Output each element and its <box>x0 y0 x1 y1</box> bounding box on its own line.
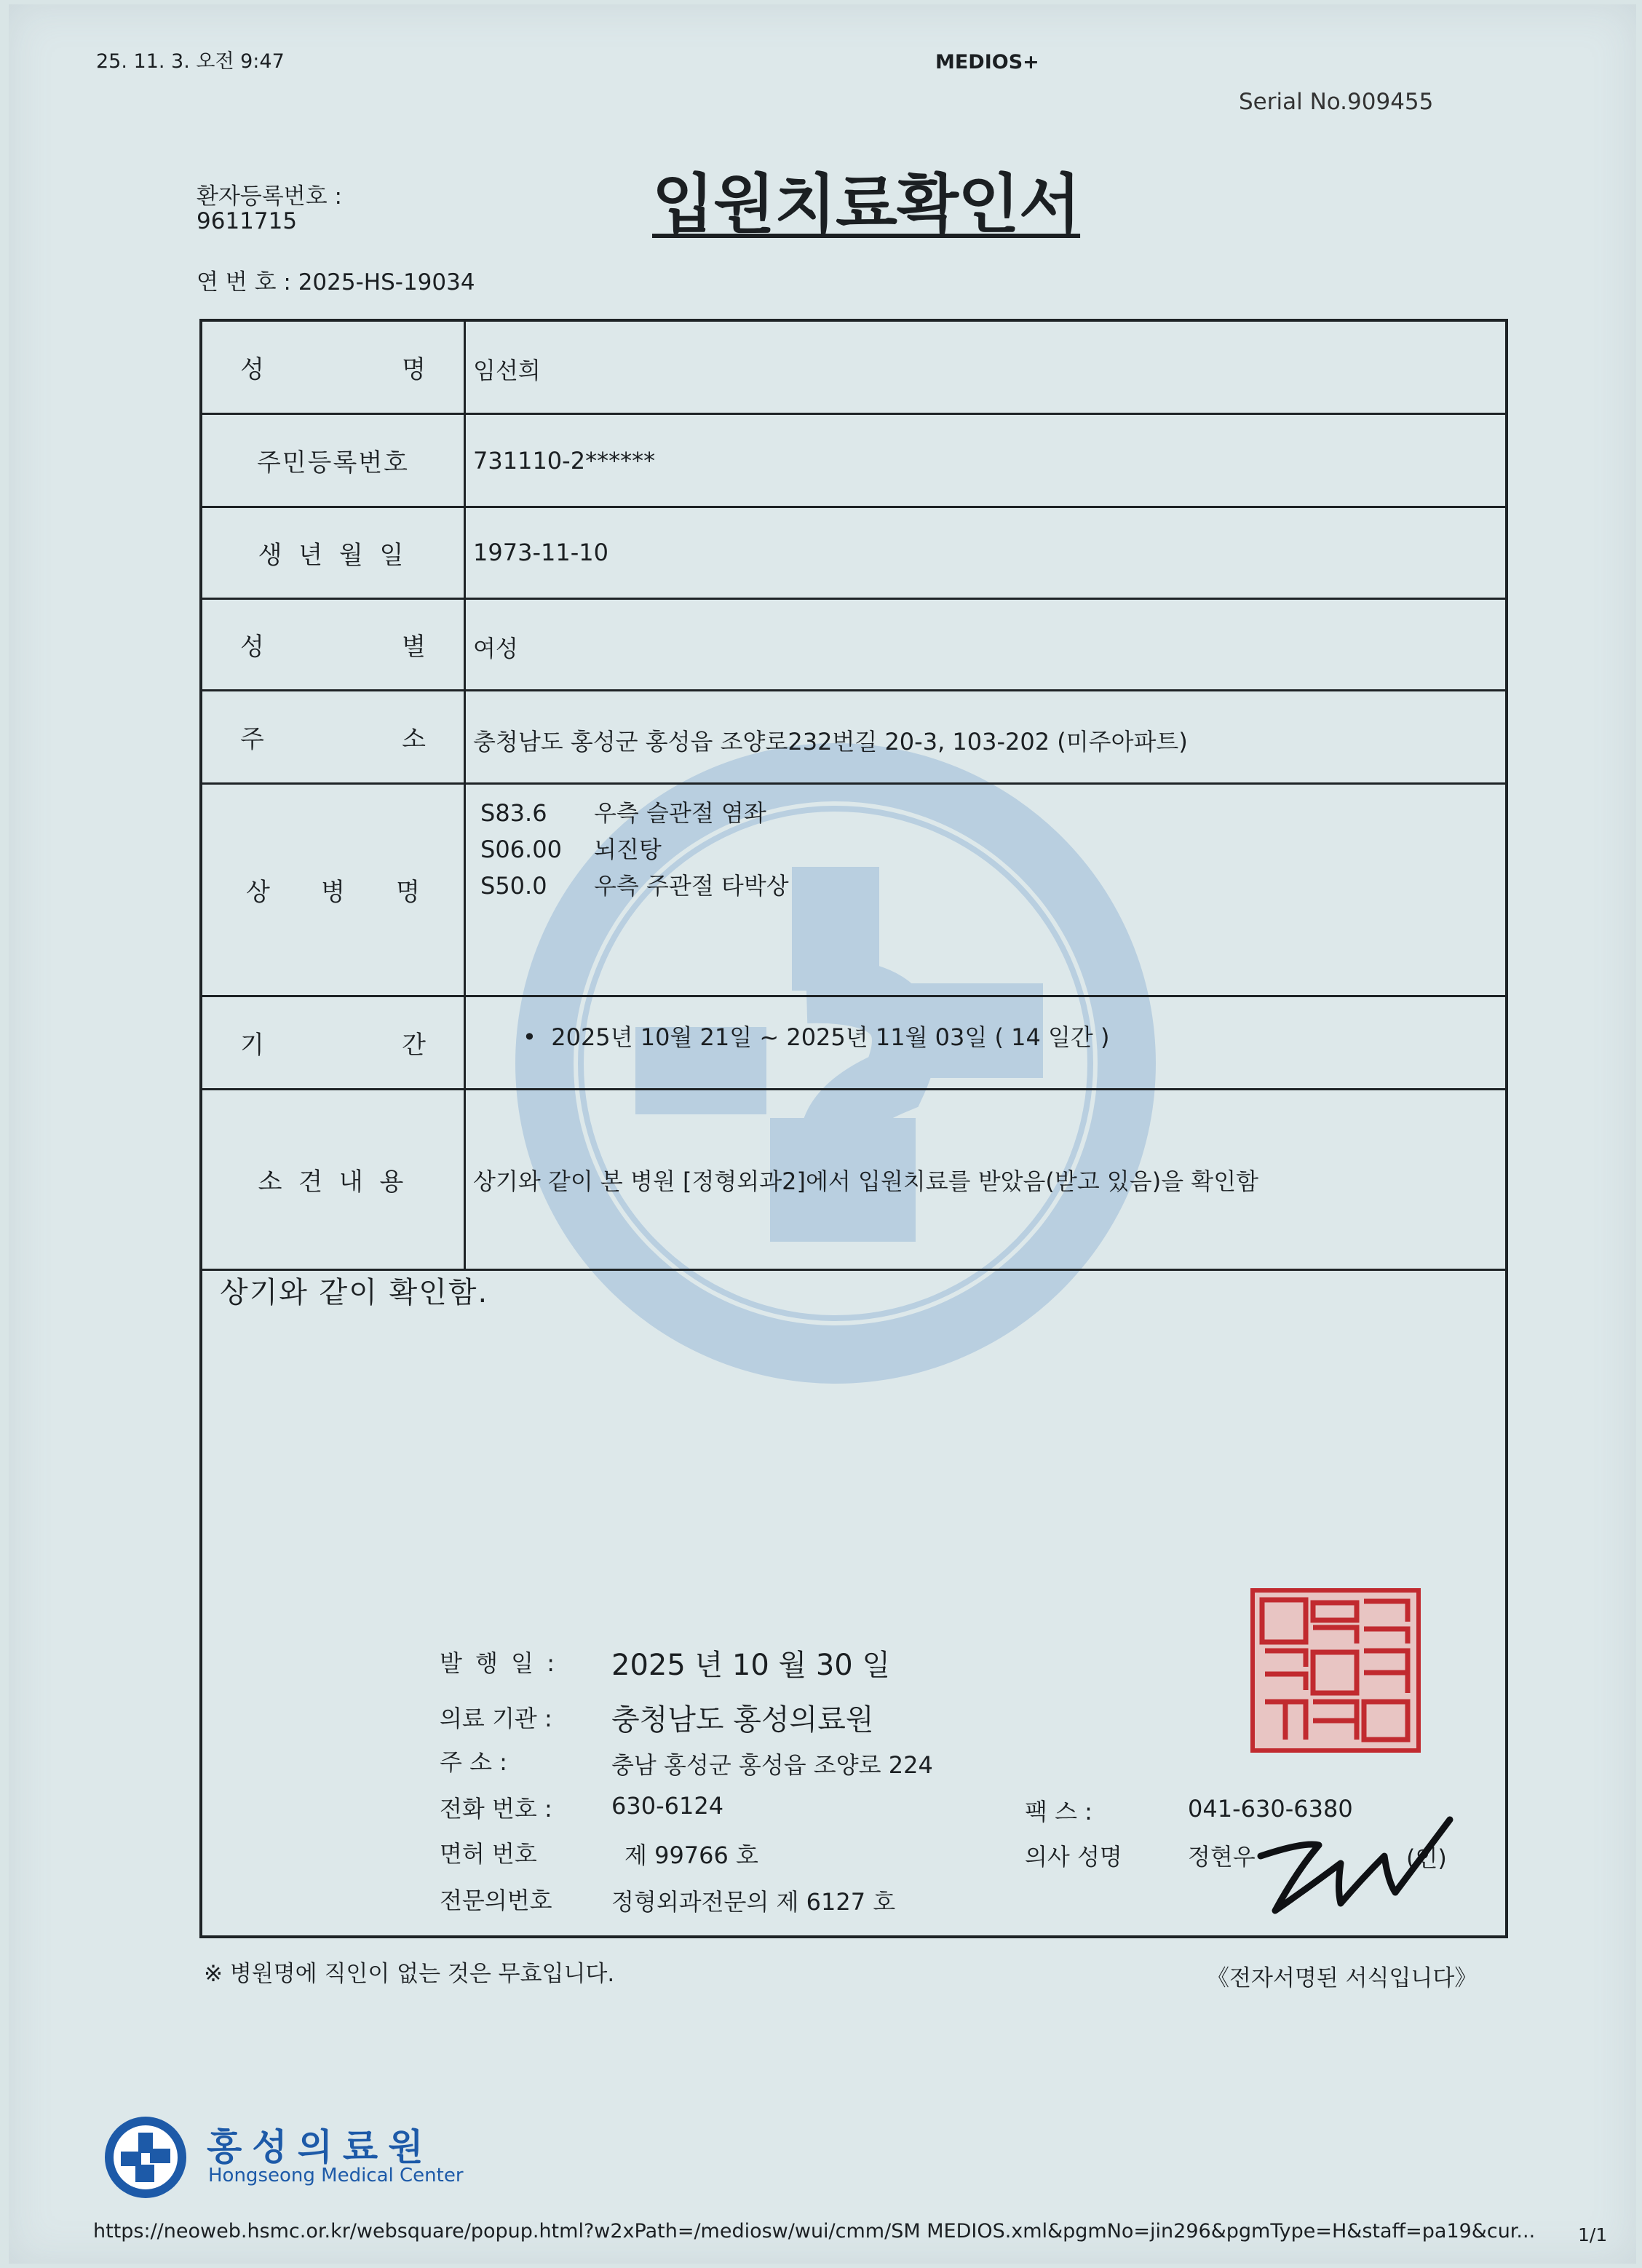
license-number: 제 99766 호 <box>624 1841 758 1869</box>
admission-period: • 2025년 10월 21일 ~ 2025년 11월 03일 ( 14 일간 ) <box>523 1023 1110 1051</box>
seal-mark: (인) <box>1406 1844 1447 1872</box>
hospital-name-ko: 홍성의료원 <box>207 2126 434 2168</box>
opinion-label: 소 견 내 용 <box>202 1090 466 1269</box>
official-seal-stamp <box>1250 1588 1421 1753</box>
patient-rrn: 731110-2****** <box>473 447 656 475</box>
doctor-name: 정현우 <box>1188 1843 1256 1871</box>
validity-note: ※ 병원명에 직인이 없는 것은 무효입니다. <box>204 1961 615 1987</box>
row-opinion <box>202 1090 1505 1271</box>
document-page <box>9 4 1636 2264</box>
e-signature-note: 《전자서명된 서식입니다》 <box>1207 1965 1478 1991</box>
serial-number: Serial No.909455 <box>1239 89 1434 115</box>
doctor-signature <box>1253 1812 1464 1922</box>
rrn-label: 주민등록번호 <box>202 415 466 506</box>
diagnosis-item <box>480 795 766 828</box>
hospital-name-en: Hongseong Medical Center <box>208 2165 464 2186</box>
institution-name: 충청남도 홍성의료원 <box>611 1703 874 1737</box>
diagnosis-name: 우측 주관절 타박상 <box>594 872 789 900</box>
patient-reg-label: 환자등록번호 : <box>197 183 342 210</box>
inst-address-label: 주 소 : <box>440 1748 507 1776</box>
patient-dob: 1973-11-10 <box>473 539 608 566</box>
address-label: 주 소 <box>202 691 466 782</box>
document-title: 입원치료확인서 <box>652 167 1081 242</box>
fax-number: 041-630-6380 <box>1188 1795 1353 1823</box>
row-name <box>202 322 1505 415</box>
inst-address: 충남 홍성군 홍성읍 조양로 224 <box>611 1751 933 1779</box>
row-diagnosis <box>202 785 1505 997</box>
print-url: https://neoweb.hsmc.or.kr/websquare/popup.html?w2xPath=/mediosw/wui/cmm/SM MEDIOS.xml&pgmNo=jin296&pgmType=H&staff=pa19&cur... <box>93 2220 1536 2243</box>
row-address <box>202 691 1505 785</box>
institution-label: 의료 기관 : <box>440 1705 552 1732</box>
patient-name: 임선희 <box>473 357 541 384</box>
row-rrn <box>202 415 1505 508</box>
license-label: 면허 번호 <box>440 1840 537 1868</box>
sex-label: 성 별 <box>202 600 466 689</box>
diagnosis-code: S06.00 <box>480 836 562 863</box>
phone-label: 전화 번호 : <box>440 1795 552 1823</box>
diagnosis-name: 우측 슬관절 염좌 <box>594 799 766 827</box>
doctor-label: 의사 성명 <box>1025 1843 1122 1871</box>
issue-date-label: 발 행 일 : <box>440 1649 558 1677</box>
print-datetime: 25. 11. 3. 오전 9:47 <box>96 50 285 73</box>
issue-date: 2025 년 10 월 30 일 <box>611 1649 891 1682</box>
patient-address: 충청남도 홍성군 홍성읍 조양로232번길 20-3, 103-202 (미주아파트) <box>473 728 1188 756</box>
specialist-label: 전문의번호 <box>440 1887 552 1914</box>
dob-label: 생 년 월 일 <box>202 508 466 598</box>
fax-label: 팩 스 : <box>1025 1798 1092 1825</box>
name-label: 성 명 <box>202 322 466 413</box>
document-serial: 연 번 호 : 2025-HS-19034 <box>197 269 475 296</box>
diagnosis-code: S50.0 <box>480 872 547 900</box>
confirmation-text: 상기와 같이 확인함. <box>220 1276 489 1309</box>
diagnosis-item <box>480 868 789 901</box>
diagnosis-code: S83.6 <box>480 799 547 827</box>
period-label: 기 간 <box>202 997 466 1088</box>
patient-sex: 여성 <box>473 635 518 662</box>
diagnosis-name: 뇌진탕 <box>594 836 662 863</box>
phone-number: 630-6124 <box>611 1792 724 1820</box>
hospital-logo-icon <box>102 2114 189 2201</box>
row-period <box>202 997 1505 1090</box>
specialist-number: 정형외과전문의 제 6127 호 <box>611 1888 896 1916</box>
diagnosis-label: 상 병 명 <box>202 785 466 995</box>
row-dob <box>202 508 1505 600</box>
diagnosis-item <box>480 831 662 865</box>
page-indicator: 1/1 <box>1578 2224 1608 2245</box>
row-sex <box>202 600 1505 691</box>
patient-reg-number: 9611715 <box>197 208 298 234</box>
opinion-text: 상기와 같이 본 병원 [정형외과2]에서 입원치료를 받았음(받고 있음)을 확인함 <box>473 1167 1259 1195</box>
app-name: MEDIOS+ <box>935 51 1039 74</box>
